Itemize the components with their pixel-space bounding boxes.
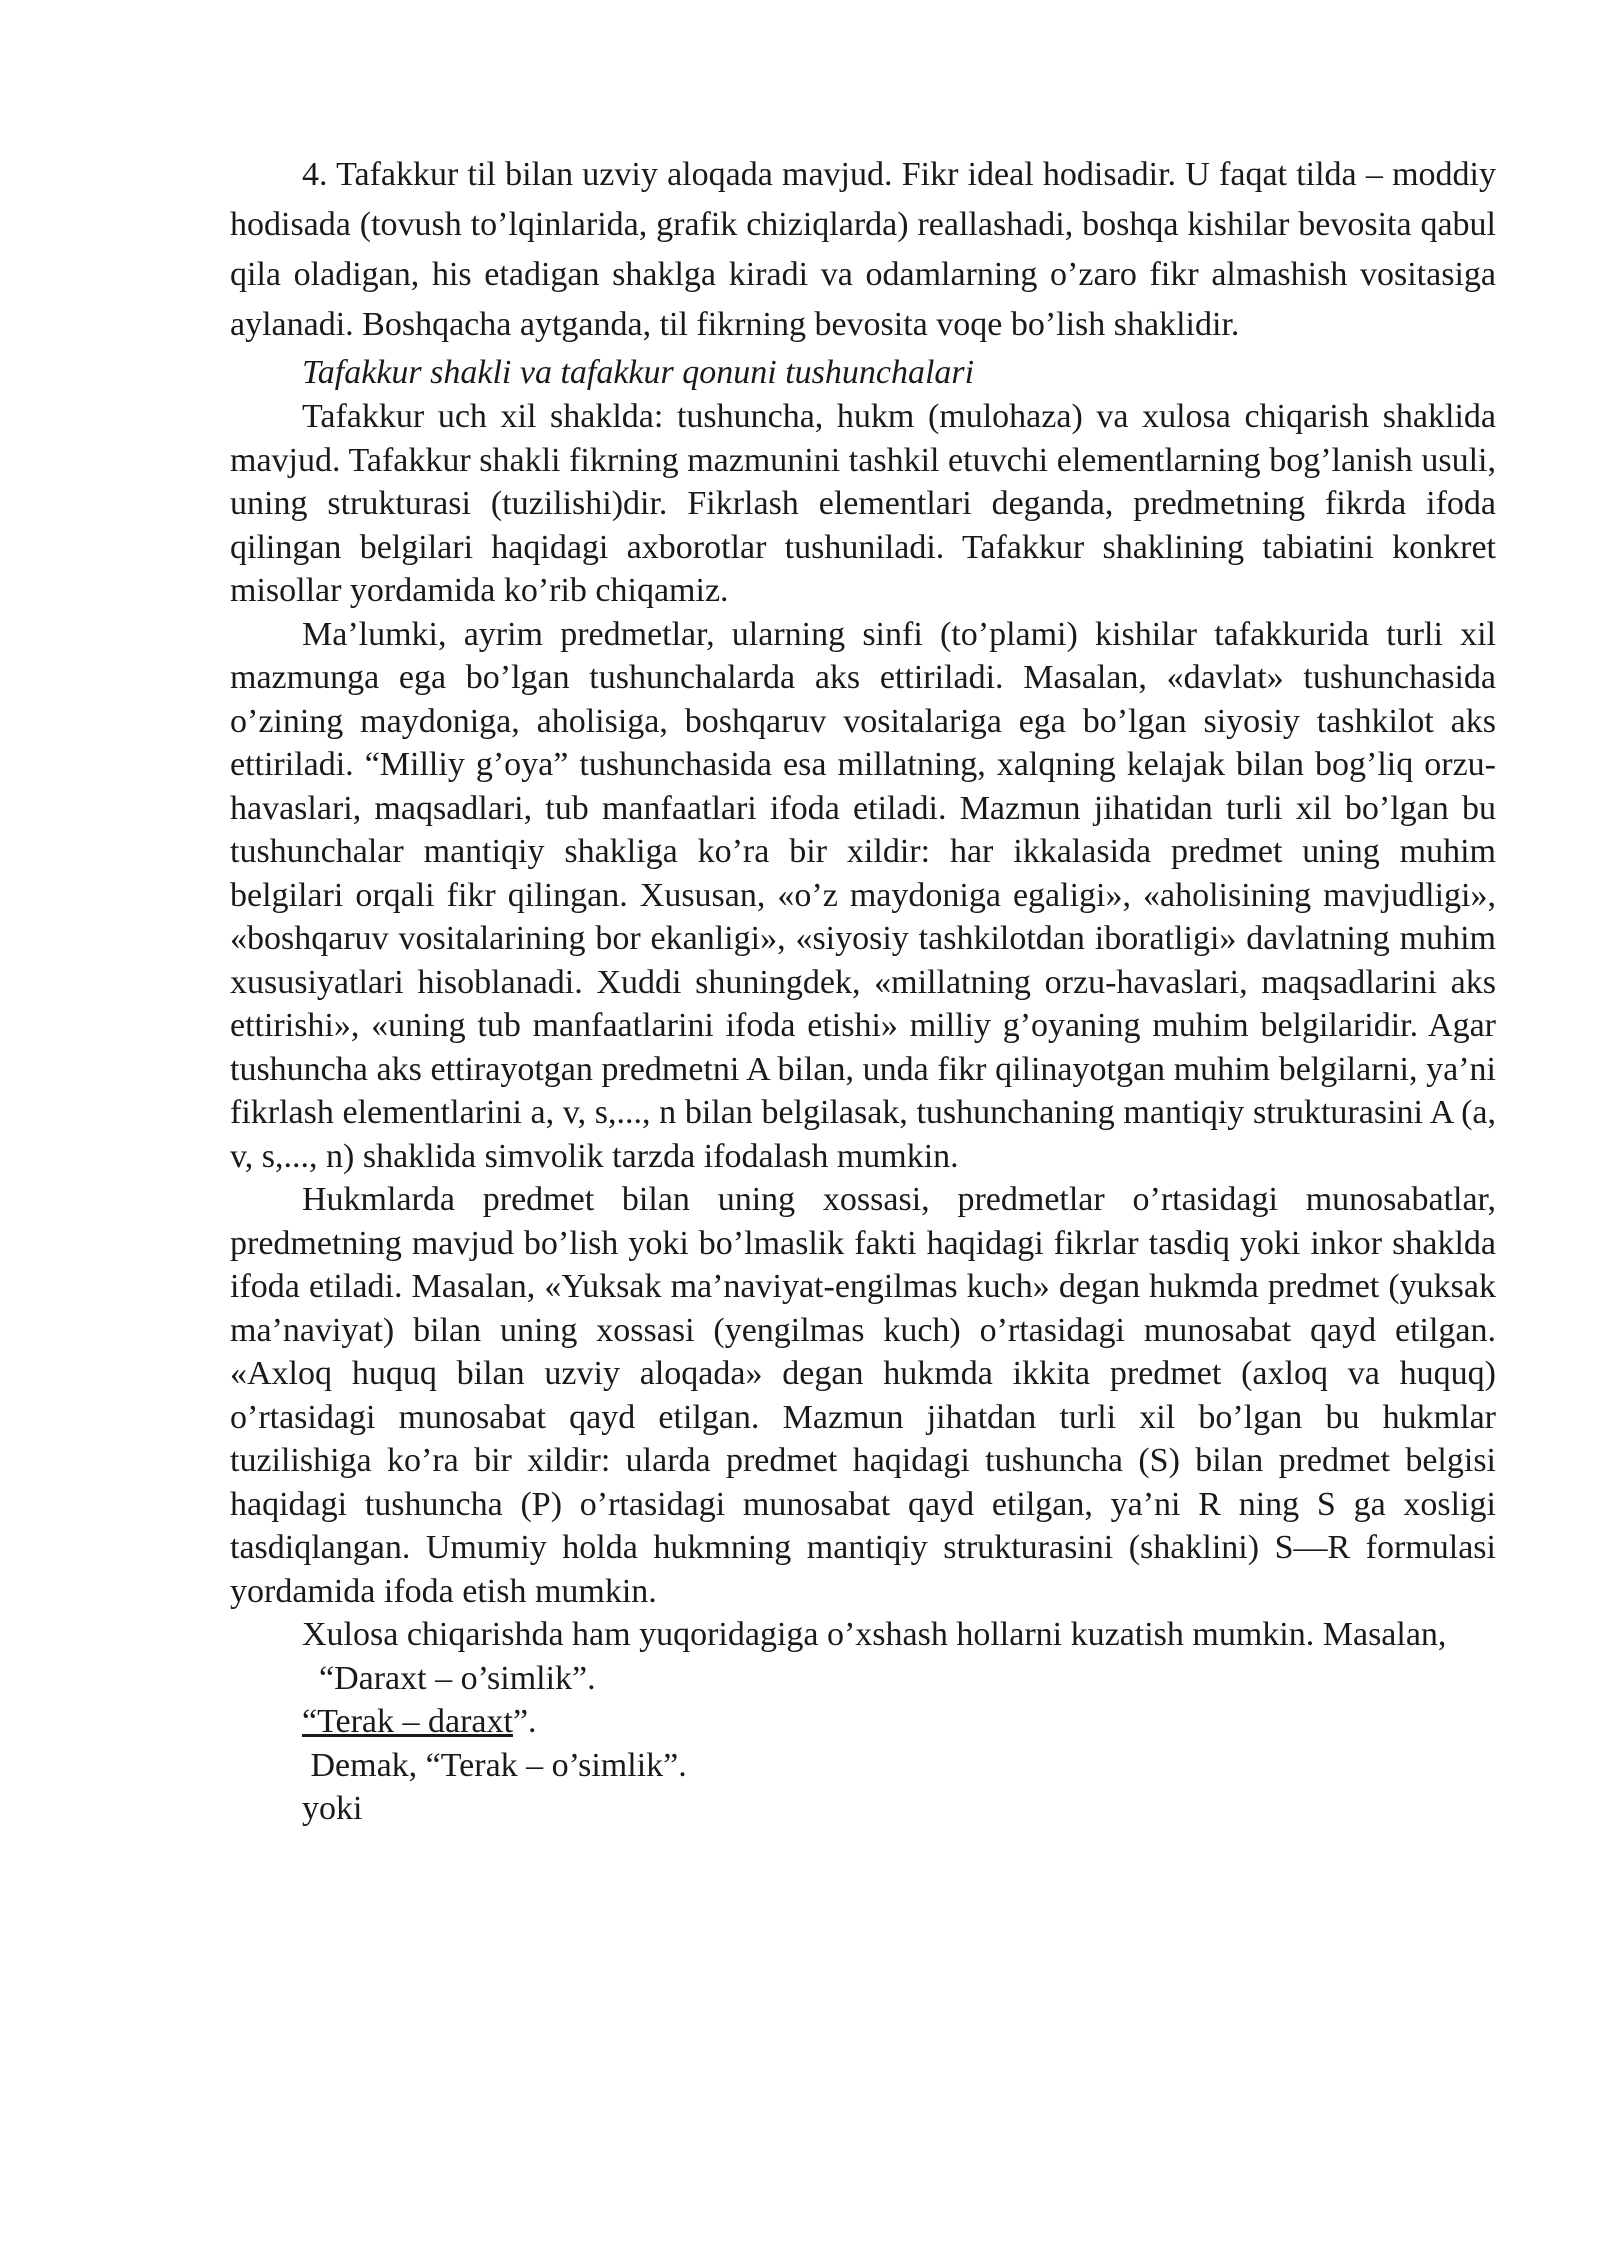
section-heading: Tafakkur shakli va tafakkur qonuni tushunchalari bbox=[302, 354, 975, 391]
document-page bbox=[230, 150, 1496, 1831]
syllogism-premise-2-underlined: “Terak – daraxt bbox=[302, 1703, 513, 1740]
syllogism-premise-1: “Daraxt – o’simlik”. bbox=[302, 1659, 596, 1697]
syllogism-conclusion: Demak, “Terak – o’simlik”. bbox=[302, 1746, 687, 1784]
paragraph-forms-of-thinking: Tafakkur uch xil shaklda: tushuncha, hukm (mulohaza) va xulosa chiqarish shaklida mavjud. Tafakkur shakli fikrning mazmunini tashkil etuvchi elementlarning bog’lanish usuli, uning strukturasi (tuzilishi)dir. Fikrlash elementlari deganda, predmetning fikrda ifoda qilingan belgilari haqidagi axborotlar tushuniladi. Tafakkur shaklining tabiatini konkret misollar yordamida ko’rib chiqamiz. bbox=[230, 398, 1496, 609]
paragraph-judgments: Hukmlarda predmet bilan uning xossasi, predmetlar o’rtasidagi munosabatlar, predmetning mavjud bo’lish yoki bo’lmaslik fakti haqidagi fikrlar tasdiq yoki inkor shaklda ifoda etiladi. Masalan, «Yuksak ma’naviyat-engilmas kuch» degan hukmda predmet (yuksak ma’naviyat) bilan uning xossasi (yengilmas kuch) o’rtasidagi munosabat qayd etilgan. «Axloq huquq bilan uzviy aloqada» degan hukmda ikkita predmet (axloq va huquq) o’rtasidagi munosabat qayd etilgan. Mazmun jihatdan turli xil bo’lgan bu hukmlar tuzilishiga ko’ra bir xildir: ularda predmet haqidagi tushuncha (S) bilan predmet belgisi haqidagi tushuncha (P) o’rtasidagi munosabat qayd etilgan, ya’ni R ning S ga xosligi tasdiqlangan. Umumiy holda hukmning mantiqiy strukturasini (shaklini) S—R formulasi yordamida ifoda etish mumkin. bbox=[230, 1181, 1496, 1610]
paragraph-concepts: Ma’lumki, ayrim predmetlar, ularning sinfi (to’plami) kishilar tafakkurida turli xil mazmunga ega bo’lgan tushunchalarda aks ettiriladi. Masalan, «davlat» tushunchasida o’zining maydoniga, aholisiga, boshqaruv vositalariga ega bo’lgan siyosiy tashkilot aks ettiriladi. “Milliy g’oya” tushunchasida esa millatning, xalqning kelajak bilan bog’liq orzu-havaslari, maqsadlari, tub manfaatlari ifoda etiladi. Mazmun jihatidan turli xil bo’lgan bu tushunchalar mantiqiy shakliga ko’ra bir xildir: har ikkalasida predmet uning muhim belgilari orqali fikr qilingan. Xususan, «o’z maydoniga egaligi», «aholisining mavjudligi», «boshqaruv vositalarining bor ekanligi», «siyosiy tashkilotdan iboratligi» davlatning muhim xususiyatlari hisoblanadi. Xuddi shuningdek, «millatning orzu-havaslari, maqsadlarini aks ettirishi», «uning tub manfaatlarini ifoda etishi» milliy g’oyaning muhim belgilaridir. Agar tushuncha aks ettirayotgan predmetni A bilan, unda fikr qilinayotgan muhim belgilarni, ya’ni fikrlash elementlarini a, v, s,..., n bilan belgilasak, tushunchaning mantiqiy strukturasini A (a, v, s,..., n) shaklida simvolik tarzda ifodalash mumkin. bbox=[230, 615, 1496, 1175]
syllogism-premise-2-end: ”. bbox=[512, 1703, 537, 1740]
paragraph-inference: Xulosa chiqarishda ham yuqoridagiga o’xshash hollarni kuzatish mumkin. Masalan, bbox=[302, 1616, 1447, 1653]
paragraph-language-thought: 4. Tafakkur til bilan uzviy aloqada mavjud. Fikr ideal hodisadir. U faqat tilda – moddiy hodisada (tovush to’lqinlarida, grafik chiziqlarda) reallashadi, boshqa kishilar bevosita qabul qila oladigan, his etadigan shaklga kiradi va odamlarning o’zaro fikr almashish vositasiga aylanadi. Boshqacha aytganda, til fikrning bevosita voqe bo’lish shaklidir. bbox=[230, 156, 1496, 343]
syllogism-premise-2 bbox=[230, 1700, 1496, 1744]
continuation-word: yoki bbox=[302, 1790, 363, 1827]
